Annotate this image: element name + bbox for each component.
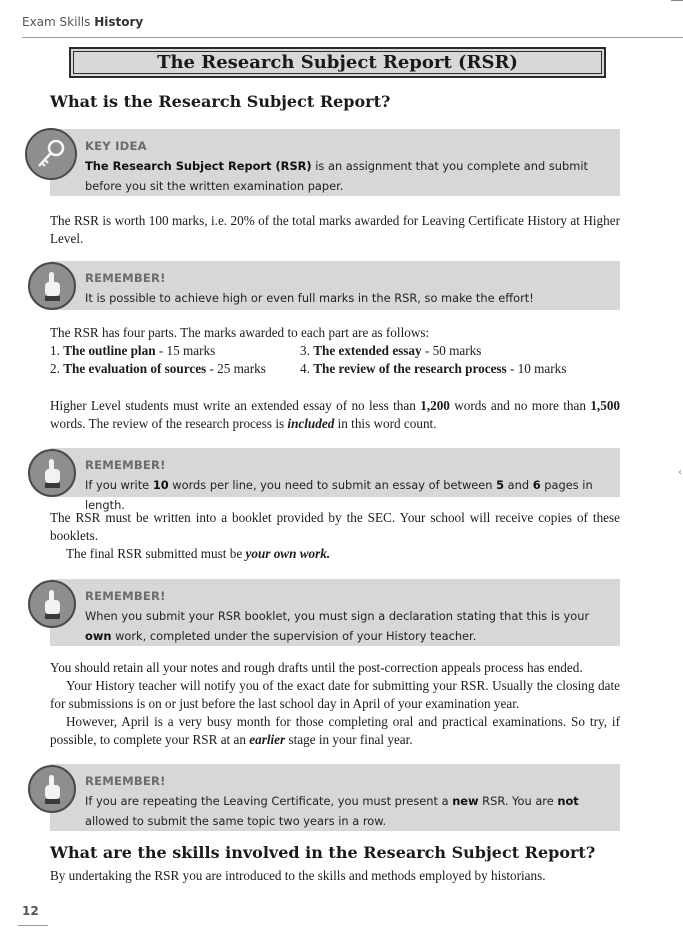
footer-rule [18, 925, 48, 926]
remember-label: REMEMBER! [85, 271, 166, 285]
remember-label: REMEMBER! [85, 774, 166, 788]
header-rule [22, 37, 683, 38]
list-item: 3. The extended essay - 50 marks [300, 343, 482, 358]
drafts-paragraph: You should retain all your notes and rough drafts until the post-correction appeals process has ended. Your History teacher will notify you of the exact date for submitting your RSR. Usually the closing date for submissions is on or just before the last school day in April of your examination year. However, April is a very busy month for those completing oral and practical examinations. So try, if possible, to complete your RSR at an earlier stage in your final year. [50, 660, 620, 747]
marks-list [50, 342, 620, 378]
rsr-worth-paragraph: The RSR is worth 100 marks, i.e. 20% of the total marks awarded for Leaving Certificate History at Higher Level. [50, 213, 620, 246]
booklet-paragraph: The RSR must be written into a booklet provided by the SEC. Your school will receive copies of these booklets. The final RSR submitted must be your own work. [50, 510, 620, 561]
pointing-hand-icon [28, 765, 76, 813]
pointing-hand-icon [28, 262, 76, 310]
list-item: 1. The outline plan - 15 marks [50, 343, 216, 358]
marks-row [50, 360, 620, 378]
list-item: 2. The evaluation of sources - 25 marks [50, 361, 266, 376]
running-head-series: Exam Skills [22, 15, 91, 29]
remember-box-2 [50, 448, 620, 512]
key-idea-text: is an assignment that you complete and submit before you sit the written examination paper. [85, 159, 588, 193]
section-heading-skills: What are the skills involved in the Research Subject Report? [50, 843, 596, 862]
page-number: 12 [22, 904, 39, 918]
corner-crop-mark [671, 0, 683, 1]
marks-row [50, 342, 620, 360]
remember-text: It is possible to achieve high or even full marks in the RSR, so make the effort! [85, 291, 534, 305]
pointing-hand-icon [28, 580, 76, 628]
key-idea-box [50, 129, 620, 196]
parts-intro: The RSR has four parts. The marks awarded to each part are as follows: [50, 325, 430, 340]
remember-label: REMEMBER! [85, 589, 166, 603]
page-title: The Research Subject Report (RSR) [69, 47, 606, 78]
remember-box-4 [50, 764, 620, 831]
section-heading-what-is-rsr: What is the Research Subject Report? [50, 92, 391, 111]
remember-box-1 [50, 261, 620, 310]
remember-text: When you submit your RSR booklet, you must sign a declaration stating that this is your own work, completed under the supervision of your History teacher. [85, 609, 590, 643]
key-idea-label: KEY IDEA [85, 139, 147, 153]
skills-paragraph: By undertaking the RSR you are introduced to the skills and methods employed by historians. [50, 868, 546, 883]
key-icon [25, 128, 77, 180]
running-head-subject: History [94, 15, 144, 29]
remember-text: If you are repeating the Leaving Certificate, you must present a new RSR. You are not allowed to submit the same topic two years in a row. [85, 794, 579, 828]
word-count-paragraph: Higher Level students must write an extended essay of no less than 1,200 words and no more than 1,500 words. The review of the research process is included in this word count. [50, 398, 620, 431]
remember-label: REMEMBER! [85, 458, 166, 472]
pointing-hand-icon [28, 449, 76, 497]
list-item: 4. The review of the research process - 10 marks [300, 361, 567, 376]
key-idea-bold: The Research Subject Report (RSR) [85, 159, 312, 173]
running-head [22, 15, 143, 29]
edge-mark: ‹ [678, 467, 682, 478]
remember-text: If you write 10 words per line, you need to submit an essay of between 5 and 6 pages in length. [85, 478, 593, 512]
remember-box-3 [50, 579, 620, 646]
